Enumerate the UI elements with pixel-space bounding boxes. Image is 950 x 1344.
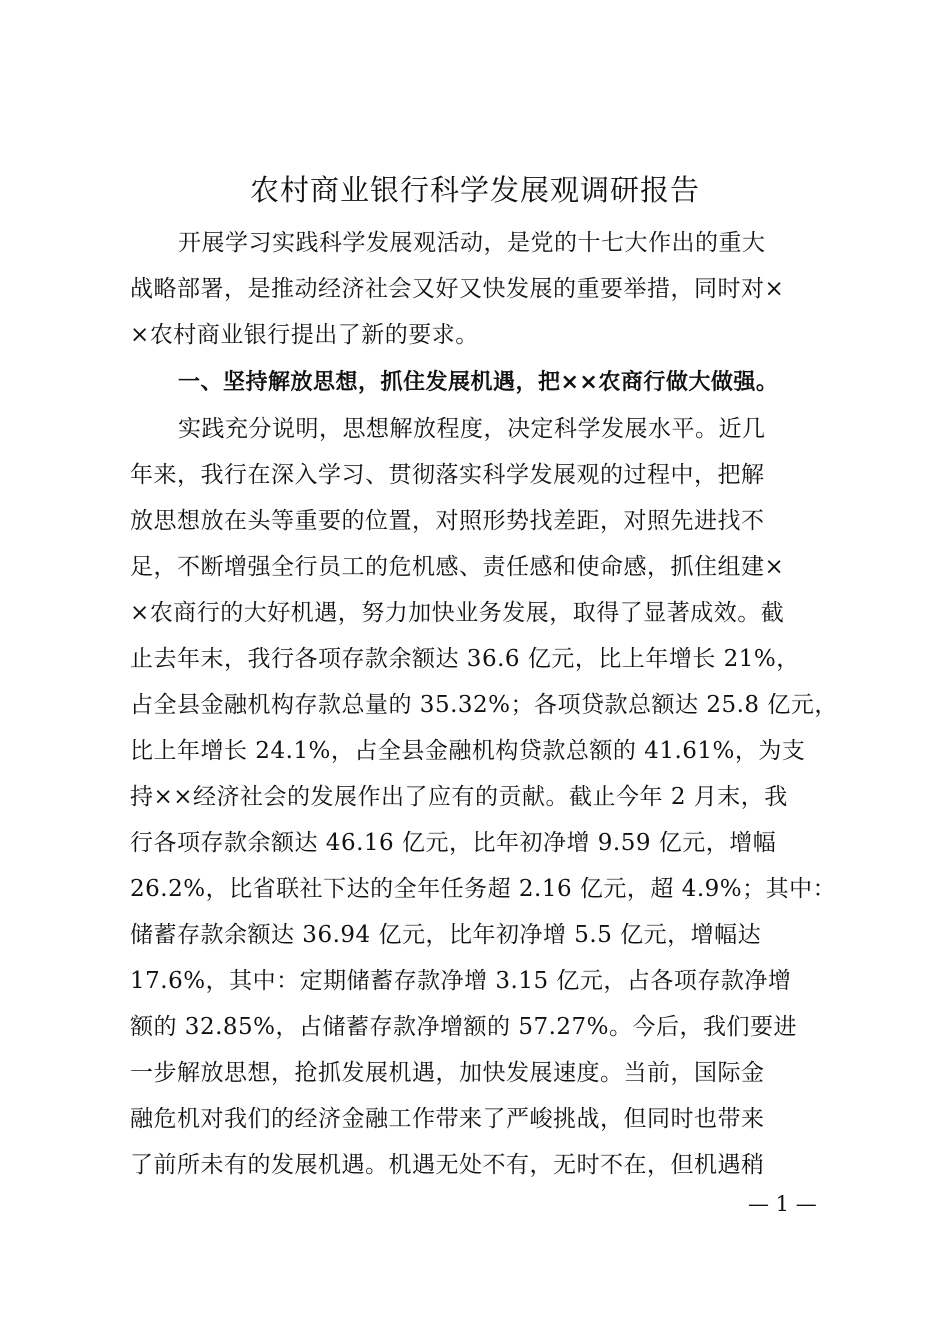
document-title: 农村商业银行科学发展观调研报告 [249,173,700,207]
paragraph-line: 年来，我行在深入学习、贯彻落实科学发展观的过程中，把解 [130,462,765,488]
paragraph-line: 开展学习实践科学发展观活动，是党的十七大作出的重大 [178,230,766,256]
paragraph-line: 一步解放思想，抢抓发展机遇，加快发展速度。当前，国际金 [130,1060,765,1086]
paragraph-line: ×农村商业银行提出了新的要求。 [130,322,479,348]
paragraph-line: 持××经济社会的发展作出了应有的贡献。截止今年 2 月末，我 [130,784,788,810]
paragraph-line: 储蓄存款余额达 36.94 亿元，比年初净增 5.5 亿元，增幅达 [130,922,762,948]
paragraph-line: 额的 32.85%，占储蓄存款净增额的 57.27%。今后，我们要进 [130,1014,798,1040]
paragraph-line: 比上年增长 24.1%，占全县金融机构贷款总额的 41.61%，为支 [130,738,806,764]
paragraph-line: 融危机对我们的经济金融工作带来了严峻挑战，但同时也带来 [130,1106,765,1132]
paragraph-line: 17.6%，其中：定期储蓄存款净增 3.15 亿元，占各项存款净增 [130,968,792,994]
paragraph-line: 放思想放在头等重要的位置，对照形势找差距，对照先进找不 [130,508,765,534]
paragraph-line: 26.2%，比省联社下达的全年任务超 2.16 亿元，超 4.9%；其中： [130,876,837,902]
paragraph-line: 了前所未有的发展机遇。机遇无处不有，无时不在，但机遇稍 [130,1152,765,1178]
paragraph-line: 战略部署，是推动经济社会又好又快发展的重要举措，同时对× [130,276,785,302]
paragraph-line: 实践充分说明，思想解放程度，决定科学发展水平。近几 [178,416,766,442]
paragraph-line: 占全县金融机构存款总量的 35.32%；各项贷款总额达 25.8 亿元， [130,692,838,718]
paragraph-line: 足，不断增强全行员工的危机感、责任感和使命感，抓住组建× [130,554,785,580]
paragraph-line: ×农商行的大好机遇，努力加快业务发展，取得了显著成效。截 [130,600,785,626]
page-number: — 1 — [748,1192,817,1216]
paragraph-line: 止去年末，我行各项存款余额达 36.6 亿元，比上年增长 21%， [130,646,800,672]
paragraph-line: 行各项存款余额达 46.16 亿元，比年初净增 9.59 亿元，增幅 [130,830,777,856]
section-heading: 一、坚持解放思想，抓住发展机遇，把××农商行做大做强。 [178,370,779,395]
